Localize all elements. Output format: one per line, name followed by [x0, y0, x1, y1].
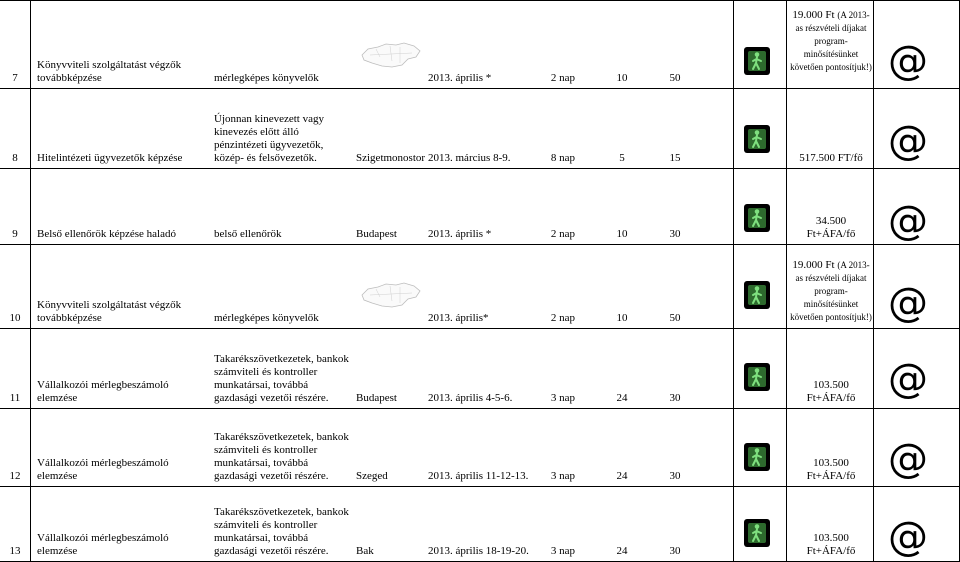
course-location: Szeged: [356, 470, 388, 482]
course-date: 2013. március 8-9.: [428, 152, 511, 164]
course-fee: 103.500 Ft+ÁFA/fő: [806, 379, 856, 404]
course-fee: 103.500 Ft+ÁFA/fő: [806, 457, 856, 482]
column-divider: [30, 0, 31, 562]
course-duration: 2 nap: [550, 72, 576, 84]
column-divider: [873, 0, 874, 562]
walking-person-icon[interactable]: [744, 204, 770, 232]
course-duration: 3 nap: [550, 392, 576, 404]
course-duration: 8 nap: [550, 152, 576, 164]
max-participants: 30: [669, 545, 681, 557]
row-number: 10: [9, 312, 21, 324]
max-participants: 30: [669, 470, 681, 482]
course-location: Budapest: [356, 228, 397, 240]
row-number: 11: [9, 392, 21, 404]
course-fee: [790, 259, 872, 324]
walking-person-icon[interactable]: [744, 281, 770, 309]
walking-person-icon[interactable]: [744, 519, 770, 547]
row-number: 7: [12, 72, 18, 84]
hungary-map-icon: [356, 41, 426, 71]
target-audience: belső ellenőrök: [214, 228, 282, 240]
at-sign-icon[interactable]: @: [888, 280, 928, 326]
at-sign-icon[interactable]: @: [888, 38, 928, 84]
course-date: 2013. április 4-5-6.: [428, 392, 513, 404]
course-duration: 3 nap: [550, 470, 576, 482]
hungary-map-icon: [356, 281, 426, 311]
max-participants: 30: [669, 392, 681, 404]
target-audience: Takarékszövetkezetek, bankok számviteli és kontroller munkatársai, továbbá gazdasági vezetői részére.: [214, 506, 349, 557]
target-audience: Takarékszövetkezetek, bankok számviteli és kontroller munkatársai, továbbá gazdasági vezetői részére.: [214, 431, 349, 482]
table-row: [0, 88, 960, 168]
course-fee: 517.500 FT/fő: [799, 152, 863, 164]
walking-person-icon[interactable]: [744, 443, 770, 471]
min-participants: 10: [616, 312, 628, 324]
table-row: [0, 408, 960, 486]
at-sign-icon[interactable]: @: [888, 356, 928, 402]
course-duration: 2 nap: [550, 312, 576, 324]
walking-person-icon[interactable]: [744, 363, 770, 391]
table-row: [0, 244, 960, 328]
walking-person-icon[interactable]: [744, 125, 770, 153]
fee-note: (A 2013-as részvételi díjakat program-minősítésünket követően pontosítjuk!): [790, 260, 872, 322]
min-participants: 10: [616, 228, 628, 240]
row-number: 13: [9, 545, 21, 557]
course-name: Könyvviteli szolgáltatást végzők továbbképzése: [37, 299, 182, 324]
table-row: [0, 328, 960, 408]
row-number: 8: [12, 152, 18, 164]
course-location: Budapest: [356, 392, 397, 404]
min-participants: 24: [616, 545, 628, 557]
fee-amount: 19.000 Ft: [792, 9, 835, 21]
max-participants: 15: [669, 152, 681, 164]
walking-person-icon[interactable]: [744, 47, 770, 75]
course-name: Hitelintézeti ügyvezetők képzése: [37, 152, 183, 164]
course-duration: 2 nap: [550, 228, 576, 240]
table-row: [0, 486, 960, 562]
max-participants: 50: [669, 312, 681, 324]
course-fee: [790, 9, 872, 74]
table-row: [0, 0, 960, 88]
course-name: Vállalkozói mérlegbeszámoló elemzése: [37, 457, 169, 482]
fee-amount: 19.000 Ft: [792, 259, 835, 271]
at-sign-icon[interactable]: @: [888, 436, 928, 482]
fee-note: (A 2013-as részvételi díjakat program-minősítésünket követően pontosítjuk!): [790, 10, 872, 72]
course-date: 2013. április *: [428, 72, 492, 84]
course-location: Szigetmonostor: [356, 152, 426, 164]
target-audience: mérlegképes könyvelők: [214, 72, 319, 84]
course-duration: 3 nap: [550, 545, 576, 557]
min-participants: 24: [616, 392, 628, 404]
row-number: 12: [9, 470, 21, 482]
course-fee: 103.500 Ft+ÁFA/fő: [806, 532, 856, 557]
table-row: [0, 168, 960, 244]
target-audience: Takarékszövetkezetek, bankok számviteli és kontroller munkatársai, továbbá gazdasági vezetői részére.: [214, 353, 349, 404]
column-divider: [733, 0, 734, 562]
min-participants: 10: [616, 72, 628, 84]
max-participants: 50: [669, 72, 681, 84]
row-number: 9: [12, 228, 18, 240]
min-participants: 5: [619, 152, 625, 164]
course-date: 2013. április *: [428, 228, 492, 240]
course-name: Vállalkozói mérlegbeszámoló elemzése: [37, 379, 169, 404]
course-name: Vállalkozói mérlegbeszámoló elemzése: [37, 532, 169, 557]
course-date: 2013. április 18-19-20.: [428, 545, 529, 557]
at-sign-icon[interactable]: @: [888, 118, 928, 164]
max-participants: 30: [669, 228, 681, 240]
course-location: Bak: [356, 545, 374, 557]
course-date: 2013. április 11-12-13.: [428, 470, 529, 482]
at-sign-icon[interactable]: @: [888, 514, 928, 560]
target-audience: mérlegképes könyvelők: [214, 312, 319, 324]
target-audience: Újonnan kinevezett vagy kinevezés előtt álló pénzintézeti ügyvezetők, közép- és felsővezetők.: [214, 113, 324, 164]
course-name: Könyvviteli szolgáltatást végzők továbbképzése: [37, 59, 182, 84]
course-fee: 34.500 Ft+ÁFA/fő: [806, 215, 856, 240]
course-date: 2013. április*: [428, 312, 489, 324]
at-sign-icon[interactable]: @: [888, 198, 928, 244]
column-divider: [786, 0, 787, 562]
course-name: Belső ellenőrök képzése haladó: [37, 228, 176, 240]
min-participants: 24: [616, 470, 628, 482]
